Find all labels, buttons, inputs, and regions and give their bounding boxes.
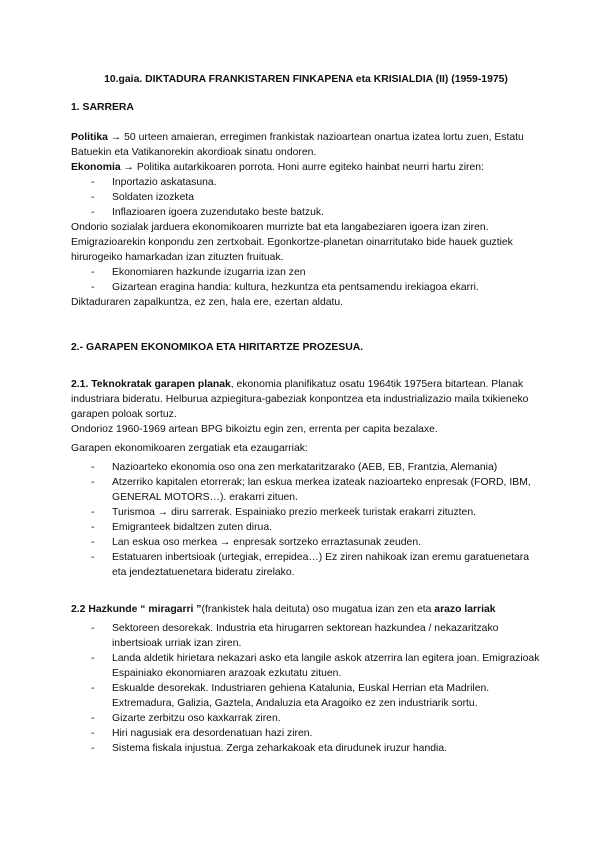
bullet-dash: - bbox=[91, 522, 95, 533]
list-item bbox=[91, 711, 541, 726]
bullet-dash: - bbox=[91, 282, 95, 293]
politika-text: → 50 urteen amaieran, erregimen frankistak nazioartean onartua izatea lortu zuen, Estatu Batuekin eta Vatikanorekin akordioak sinatu ondoren. bbox=[71, 132, 524, 158]
list-item bbox=[91, 280, 541, 295]
list-item bbox=[91, 265, 541, 280]
list-item bbox=[91, 621, 541, 651]
social-consequences-paragraph: Ondorio sozialak jarduera ekonomikoaren murrizte bat eta langabeziaren igoera izan ziren. Emigrazioarekin konpondu zen zertxobait. Egonkortze-planetan oinarritutako bide hauek guztiek hirurogeiko hamarkadan izan zituzten fruituak. bbox=[71, 222, 513, 263]
bullet-dash: - bbox=[91, 207, 95, 218]
list-item-text: Eskualde desorekak. Industriaren gehiena Katalunia, Euskal Herrian eta Madrilen. Extremadura, Galizia, Gaztela, Andaluzia eta Aragoiko ez zen industriarik sortu. bbox=[112, 683, 490, 709]
ekonomia-paragraph bbox=[71, 160, 541, 175]
list-item bbox=[91, 205, 541, 220]
list-item-text: Estatuaren inbertsioak (urtegiak, errepidea…) Ez ziren nahikoak izan eremu garatuenetara eta jendeztatuenetara bideratu zirelako. bbox=[112, 552, 530, 578]
list-item-text: Lan eskua oso merkea → enpresak sortzeko erraztasunak zeuden. bbox=[112, 537, 422, 548]
ekonomia-label: Ekonomia bbox=[71, 162, 121, 173]
bullet-dash: - bbox=[91, 683, 95, 694]
bullet-dash: - bbox=[91, 713, 95, 724]
subsection-2-2-text: (frankistek hala deituta) oso mugatua izan zen eta bbox=[201, 604, 435, 615]
subsection-2-2-label: 2.2 Hazkunde “ miragarri ” bbox=[71, 604, 202, 615]
list-item bbox=[91, 726, 541, 741]
subsection-2-1-label: 2.1. Teknokratak garapen planak bbox=[71, 379, 231, 390]
list-item-text: Hiri nagusiak era desordenatuan hazi ziren. bbox=[112, 728, 313, 739]
document-title: 10.gaia. DIKTADURA FRANKISTAREN FINKAPENA eta KRISIALDIA (II) (1959-1975) bbox=[104, 74, 508, 85]
bullet-dash: - bbox=[91, 177, 95, 188]
bullet-dash: - bbox=[91, 267, 95, 278]
politika-paragraph bbox=[71, 130, 541, 160]
subsection-2-1-text: , ekonomia planifikatuz osatu 1964tik 1975era bitartean. Planak industriara bideratu. Helburua azpiegitura-gabeziak konpontzea eta industrializazio maila txikieneko garapen poloak sortuz. bbox=[71, 379, 529, 420]
list-item-text: Ekonomiaren hazkunde izugarria izan zen bbox=[112, 267, 306, 278]
list-item bbox=[91, 190, 541, 205]
list-item-text: Atzerriko kapitalen etorrerak; lan eskua merkea izateak nazioarteko enpresak (FORD, IBM, GENERAL MOTORS…). erakarri zituen. bbox=[112, 477, 531, 503]
causes-list bbox=[71, 460, 541, 580]
bullet-dash: - bbox=[91, 552, 95, 563]
bullet-dash: - bbox=[91, 743, 95, 754]
list-item-text: Sektoreen desorekak. Industria eta hirugarren sektorean hazkundea / nekazaritzako inbertsioak urriak izan ziren. bbox=[112, 623, 499, 649]
document-content bbox=[71, 72, 541, 756]
bullet-dash: - bbox=[91, 462, 95, 473]
section-1-heading: 1. SARRERA bbox=[71, 102, 134, 113]
list-item bbox=[91, 741, 541, 756]
bullet-dash: - bbox=[91, 653, 95, 664]
section-2-heading: 2.- GARAPEN EKONOMIKOA ETA HIRITARTZE PROZESUA. bbox=[71, 342, 364, 353]
list-item-text: Gizartean eragina handia: kultura, hezkuntza eta pentsamendu irekiagoa ekarri. bbox=[112, 282, 479, 293]
list-item-text: Inportazio askatasuna. bbox=[112, 177, 217, 188]
gdp-paragraph: Ondorioz 1960-1969 artean BPG bikoiztu egin zen, errenta per capita bezalaxe. bbox=[71, 424, 438, 435]
subsection-2-2-paragraph bbox=[71, 602, 541, 617]
ekonomia-text: → Politika autarkikoaren porrota. Honi aurre egiteko hainbat neurri hartu ziren: bbox=[120, 162, 484, 173]
list-item-text: Soldaten izozketa bbox=[112, 192, 195, 203]
list-item-text: Gizarte zerbitzu oso kaxkarrak ziren. bbox=[112, 713, 281, 724]
bullet-dash: - bbox=[91, 728, 95, 739]
subsection-2-1-paragraph bbox=[71, 377, 541, 422]
list-item bbox=[91, 520, 541, 535]
list-item-text: Nazioarteko ekonomia oso ona zen merkataritzarako (AEB, EB, Frantzia, Alemania) bbox=[112, 462, 498, 473]
list-item bbox=[91, 460, 541, 475]
bullet-dash: - bbox=[91, 192, 95, 203]
bullet-dash: - bbox=[91, 477, 95, 488]
subsection-2-2-bold: arazo larriak bbox=[434, 604, 496, 615]
list-item bbox=[91, 681, 541, 711]
list-item bbox=[91, 505, 541, 520]
measures-list bbox=[71, 175, 541, 220]
bullet-dash: - bbox=[91, 507, 95, 518]
list-item-text: Sistema fiskala injustua. Zerga zeharkakoak eta dirudunek iruzur handia. bbox=[112, 743, 447, 754]
problems-list bbox=[71, 621, 541, 756]
list-item bbox=[91, 651, 541, 681]
repression-paragraph: Diktaduraren zapalkuntza, ez zen, hala ere, ezertan aldatu. bbox=[71, 297, 344, 308]
bullet-dash: - bbox=[91, 537, 95, 548]
list-item-text: Landa aldetik hirietara nekazari asko eta langile askok atzerrira lan egitera joan. Emigrazioak Espainiako ekonomiaren arazoak ezkutatu zituen. bbox=[112, 653, 540, 679]
list-item bbox=[91, 175, 541, 190]
fruits-list bbox=[71, 265, 541, 295]
list-item bbox=[91, 550, 541, 580]
list-item-text: Turismoa → diru sarrerak. Espainiako prezio merkeek turistak erakarri zituzten. bbox=[112, 507, 476, 518]
list-item bbox=[91, 535, 541, 550]
list-item-text: Inflazioaren igoera zuzendutako beste batzuk. bbox=[112, 207, 324, 218]
list-item-text: Emigranteek bidaltzen zuten dirua. bbox=[112, 522, 272, 533]
list-item bbox=[91, 475, 541, 505]
politika-label: Politika bbox=[71, 132, 108, 143]
bullet-dash: - bbox=[91, 623, 95, 634]
causes-intro: Garapen ekonomikoaren zergatiak eta ezaugarriak: bbox=[71, 443, 308, 454]
